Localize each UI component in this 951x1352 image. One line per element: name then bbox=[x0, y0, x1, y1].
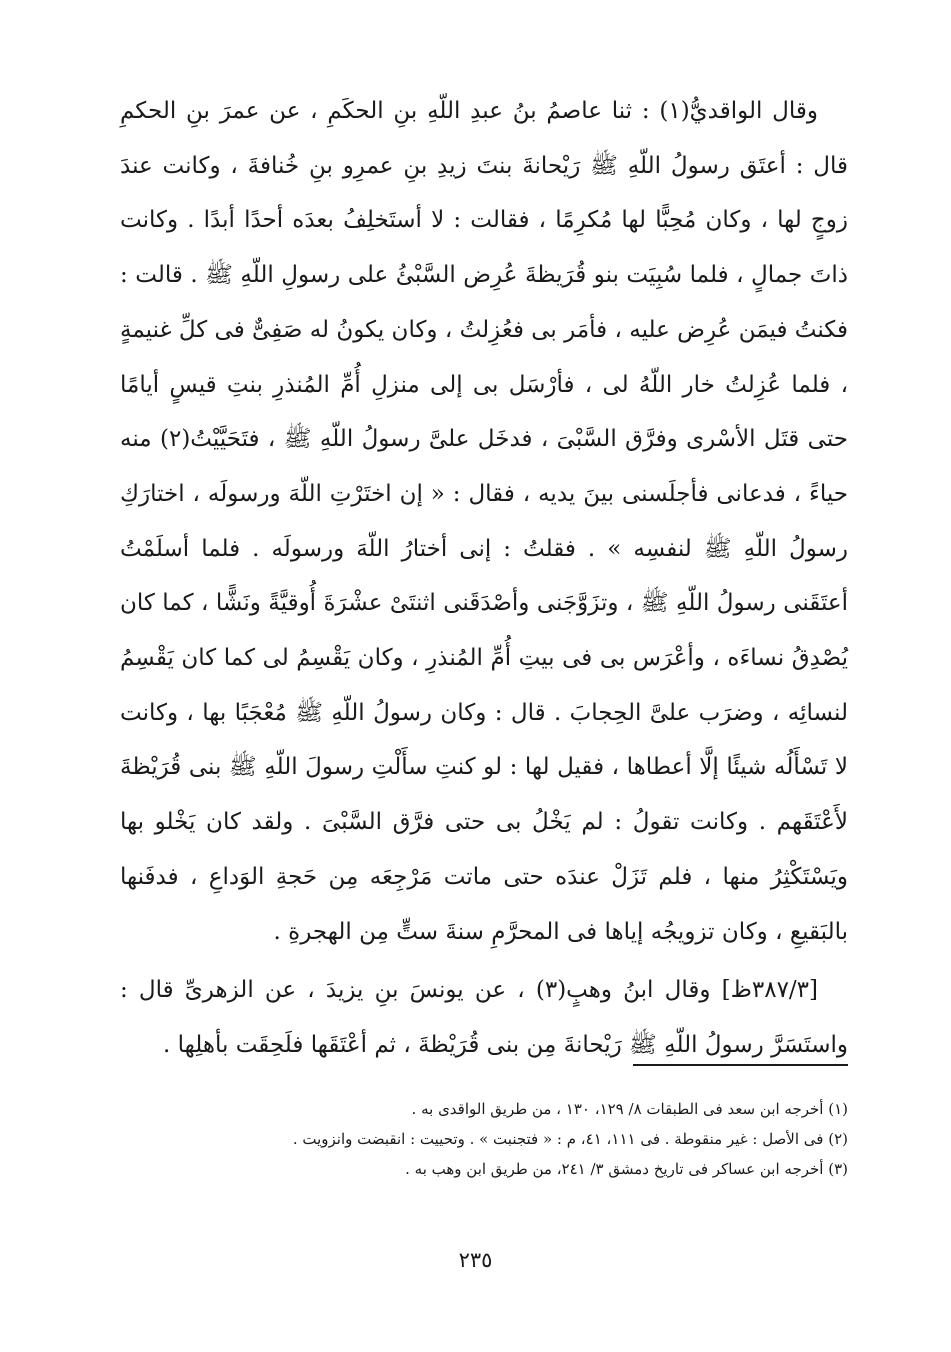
footnote-2: (٢) فى الأصل : غير منقوطة . فى ١١١، ٤١، م : « فتجنبت » . وتحييت : انقبضت وانزويت . bbox=[292, 1130, 848, 1148]
paragraph-waqidi-report: وقال الواقديُّ(١) : ثنا عاصمُ بنُ عبدِ اللّهِ بنِ الحكَمِ ، عن عمرَ بنِ الحكمِ قال : أعتَق رسولُ اللّهِ ﷺ رَيْحانةَ بنتَ زيدِ بنِ عمرِو بنِ خُنافةَ ، وكانت عندَ زوجٍ لها ، وكان مُحِبًّا لها مُكرِمًا ، فقالت : لا أستَخلِفُ بعدَه أحدًا أبدًا . وكانت ذاتَ جمالٍ ، فلما سُبِيَت بنو قُرَيظةَ عُرِض السَّبْئُ على رسولِ اللّهِ ﷺ . قالت : فكنتُ فيمَن عُرِض عليه ، فأمَر بى فعُزِلتُ ، وكان يكونُ له صَفِىٌّ فى كلِّ غنيمةٍ ، فلما عُزِلتُ خار اللّهُ لى ، فأرْسَل بى إلى منزلِ أُمِّ المُنذرِ بنتِ قيسٍ أيامًا حتى قتَل الأسْرى وفرَّق السَّبْىَ ، فدخَل علىَّ رسولُ اللّهِ ﷺ ، فتَحَيَّيْتُ(٢) منه حياءً ، فدعانى فأجلَسنى بينَ يديه ، فقال : « إن اختَرْتِ اللّهَ ورسولَه ، اختارَكِ رسولُ اللّهِ ﷺ لنفسِه » . فقلتُ : إنى أختارُ اللّهَ ورسولَه . فلما أسلَمْتُ أعتَقَنى رسولُ اللّهِ ﷺ ، وتزَوَّجَنى وأصْدَقَنى اثنتَىْ عشْرَةَ أُوقيَّةً ونَشًّا ، كما كان يُصْدِقُ نساءَه ، وأعْرَس بى فى بيتِ أُمِّ المُنذرِ ، وكان يَقْسِمُ لى كما كان يَقْسِمُ لنسائِه ، وضرَب علىَّ الحِجابَ . قال : وكان رسولُ اللّهِ ﷺ مُعْجَبًا بها ، وكانت لا تَسْأَلُه شيئًا إلَّا أعطاها ، فقيل لها : لو كنتِ سأَلْتِ رسولَ اللّهِ ﷺ بنى قُرَيْظةَ لأَعْتَقَهم . وكانت تقولُ : لم يَخْلُ بى حتى فرَّق السَّبْىَ . ولقد كان يَخْلو بها ويَسْتَكْثِرُ منها ، فلم تَزَلْ عندَه حتى ماتت مَرْجِعَه مِن حَجةِ الوَداعِ ، فدفَنها بالبَقيعِ ، وكان تزويجُه إياها فى المحرَّمِ سنةَ ستٍّ مِن الهجرةِ . bbox=[120, 98, 848, 945]
footnotes-block bbox=[120, 1094, 848, 1184]
footnote-separator bbox=[633, 1064, 848, 1066]
page-number: ٢٣٥ bbox=[458, 1248, 493, 1272]
main-text-block bbox=[120, 84, 848, 1073]
footnote-3: (٣) أخرجه ابن عساكر فى تاريخ دمشق ٣/ ٢٤١، من طريق ابن وهب به . bbox=[405, 1160, 848, 1178]
paragraph-ibn-wahb-report: [٣٨٧/٣ظ] وقال ابنُ وهبٍ(٣) ، عن يونسَ بنِ يزيدَ ، عن الزهرىِّ قال : واستَسَرَّ رسولُ اللّهِ ﷺ رَيْحانةَ مِن بنى قُرَيْظةَ ، ثم أعْتَقَها فلَحِقَت بأهلِها . bbox=[120, 977, 848, 1058]
footnote-1: (١) أخرجه ابن سعد فى الطبقات ٨/ ١٢٩، ١٣٠ ، من طريق الواقدى به . bbox=[411, 1100, 848, 1118]
